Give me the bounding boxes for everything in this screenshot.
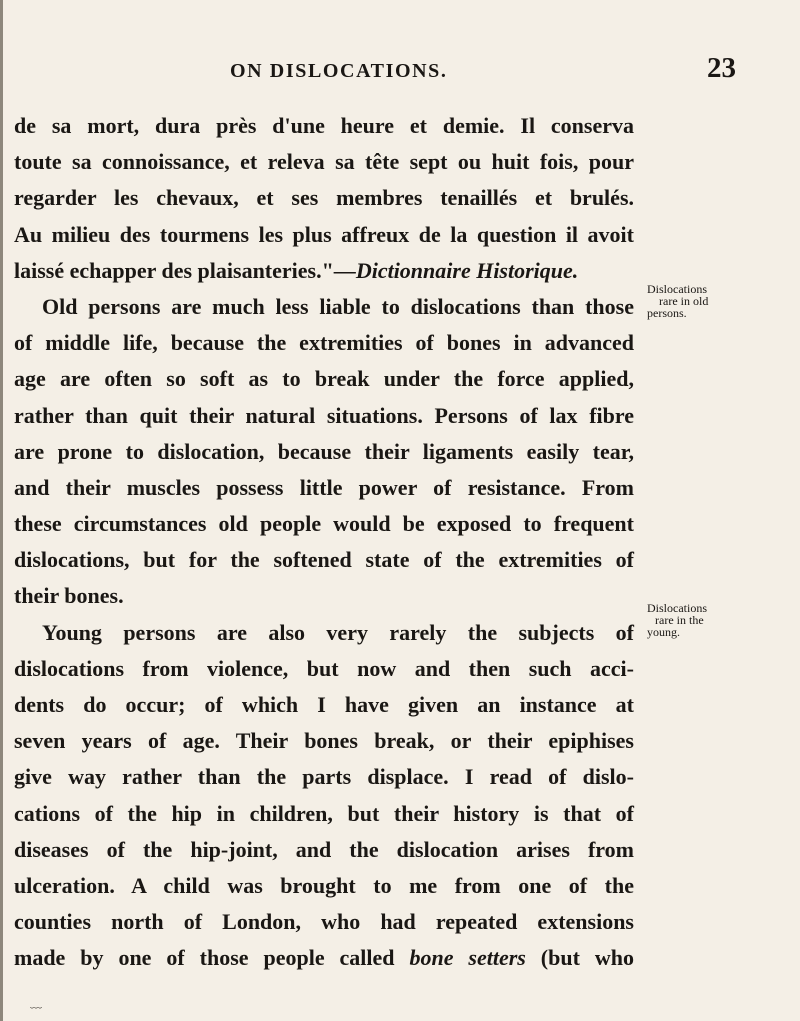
quote-end-text: laissé echapper des plaisanteries."—	[14, 257, 356, 283]
text-line: age are often so soft as to break under the force applied,	[14, 366, 634, 392]
margin-note-line: rare in old	[659, 294, 709, 308]
line-text-after: (but who	[525, 945, 634, 971]
text-line: dislocations, but for the softened state of the extremities of	[14, 547, 634, 573]
text-line: toute sa connoissance, et releva sa tête sept ou huit fois, pour	[14, 149, 634, 175]
text-line: rather than quit their natural situations. Persons of lax fibre	[14, 402, 634, 428]
margin-note-old-persons	[647, 283, 737, 319]
text-line: are prone to dislocation, because their ligaments easily tear,	[14, 438, 634, 464]
margin-note-line: persons.	[647, 306, 687, 320]
text-line: counties north of London, who had repeated extensions	[14, 909, 634, 935]
paragraph-start-line: Young persons are also very rarely the subjects of	[42, 619, 634, 645]
paragraph-start-line: Old persons are much less liable to dislocations than those	[42, 293, 634, 319]
page-number: 23	[707, 52, 736, 84]
margin-note-line: rare in the	[655, 613, 704, 627]
line-text-before: made by one of those people called	[14, 945, 410, 971]
text-line: and their muscles possess little power of resistance. From	[14, 474, 634, 500]
text-line: these circumstances old people would be exposed to frequent	[14, 511, 634, 537]
margin-note-line: Dislocations	[647, 282, 707, 296]
text-line-with-italic	[14, 943, 634, 979]
text-line: regarder les chevaux, et ses membres tenaillés et brulés.	[14, 185, 634, 211]
paragraph-end-line: their bones.	[14, 583, 124, 609]
page-binding-edge	[0, 0, 3, 1021]
text-line: dislocations from violence, but now and then such acci-	[14, 655, 634, 681]
text-line: dents do occur; of which I have given an instance at	[14, 692, 634, 717]
page-header	[0, 52, 740, 92]
text-line: of middle life, because the extremities of bones in advanced	[14, 330, 634, 356]
body-text	[14, 111, 634, 980]
running-head: ON DISLOCATIONS.	[230, 60, 448, 82]
text-line: give way rather than the parts displace. I read of dislo-	[14, 764, 634, 790]
ink-smudge-mark: ﹏	[30, 996, 43, 1010]
italic-phrase: bone setters	[409, 945, 526, 971]
text-line: de sa mort, dura près d'une heure et demie. Il conserva	[14, 113, 634, 138]
text-line: ulceration. A child was brought to me from one of the	[14, 872, 634, 898]
text-line-with-citation	[14, 256, 634, 292]
text-line: cations of the hip in children, but their history is that of	[14, 800, 634, 826]
text-line: Au milieu des tourmens les plus affreux de la question il avoit	[14, 221, 634, 247]
text-line: seven years of age. Their bones break, or their epiphises	[14, 728, 634, 754]
text-line: diseases of the hip-joint, and the dislocation arises from	[14, 836, 634, 862]
margin-note-young-persons	[647, 602, 737, 638]
margin-note-line: young.	[647, 625, 680, 639]
margin-note-line: Dislocations	[647, 601, 707, 615]
citation: Dictionnaire Historique.	[355, 257, 579, 283]
